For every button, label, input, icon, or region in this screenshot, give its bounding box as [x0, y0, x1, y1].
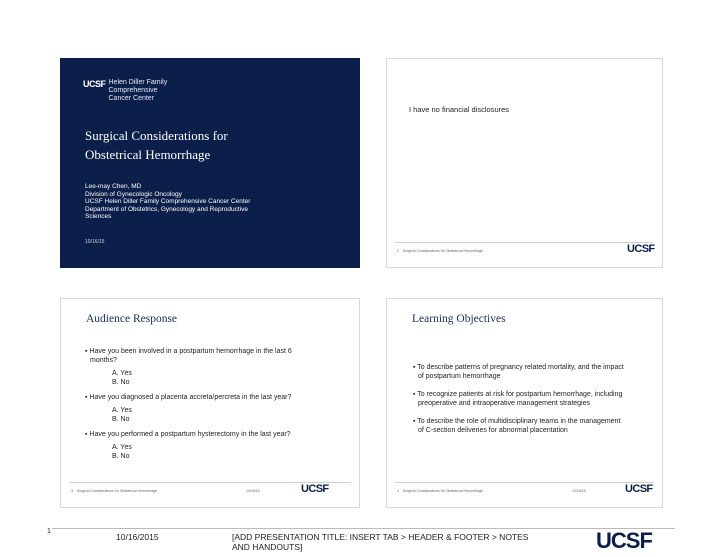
author-center: UCSF Helen Diller Family Comprehensive Cancer Center	[85, 198, 251, 206]
objective-3: ▪ To describe the role of multidisciplinary teams in the management of C-section deliveries for abnormal placentation	[413, 418, 621, 434]
ucsf-logo: UCSF	[301, 483, 329, 495]
ucsf-mini-logo: UCSF	[83, 79, 106, 89]
answer-1a: A. Yes	[112, 370, 132, 377]
center-line-2: Comprehensive	[108, 87, 158, 94]
presentation-title-placeholder: [ADD PRESENTATION TITLE: INSERT TAB > HEADER & FOOTER > NOTES AND HANDOUTS]	[232, 532, 529, 552]
ucsf-page-logo: UCSF	[596, 528, 652, 553]
slide-2-disclosures[interactable]	[386, 58, 663, 268]
slide-footer: 4 Surgical Considerations for Obstetrical Hemorrhage	[397, 489, 483, 493]
answer-1b: B. No	[112, 379, 130, 386]
author-name: Lee-may Chen, MD	[85, 183, 142, 190]
slide-3-heading: Audience Response	[86, 313, 178, 325]
objective-1: ▪ To describe patterns of pregnancy related mortality, and the impact of postpartum hemorrhage	[413, 364, 624, 380]
question-2: ▪ Have you diagnosed a placenta accreta/percreta in the last year?	[85, 394, 292, 401]
page-date: 10/16/2015	[116, 532, 159, 542]
answer-2a: A. Yes	[112, 407, 132, 414]
answer-3a: A. Yes	[112, 444, 132, 451]
slide-1-title[interactable]	[60, 58, 360, 268]
ucsf-logo: UCSF	[627, 243, 655, 255]
slide-1-heading	[85, 126, 345, 164]
slide-footer: 2 Surgical Considerations for Obstetrical Hemorrhage	[397, 249, 483, 253]
author-department-cont: Sciences	[85, 213, 112, 221]
slide-1-date: 10/16/15	[85, 239, 105, 245]
slide-footer: 3 Surgical Considerations for Obstetrical Hemorrhage	[71, 489, 157, 493]
slide-4-learning-objectives[interactable]	[386, 298, 663, 508]
page-number: 1	[47, 528, 51, 535]
heading-line-2: Obstetrical Hemorrhage	[85, 147, 211, 162]
ucsf-logo: UCSF	[625, 483, 653, 495]
question-1-cont: months?	[90, 357, 117, 364]
author-division: Division of Gynecologic Oncology	[85, 190, 182, 198]
slide-4-heading: Learning Objectives	[412, 313, 506, 325]
author-department: Department of Obstetrics, Gynecology and Reproductive	[85, 205, 248, 213]
footer-divider	[395, 242, 654, 243]
cancer-center-logo	[83, 79, 167, 103]
question-1: ▪ Have you been involved in a postpartum hemorrhage in the last 6	[85, 348, 292, 355]
question-3: ▪ Have you performed a postpartum hysterectomy in the last year?	[85, 431, 291, 438]
center-line-3: Cancer Center	[108, 95, 155, 102]
objectives-list	[413, 363, 648, 444]
slide-footer-date: 10/16/15	[246, 489, 260, 493]
disclosure-text: I have no financial disclosures	[409, 105, 510, 114]
answer-2b: B. No	[112, 416, 130, 423]
question-list	[85, 347, 335, 461]
footer-divider	[395, 482, 654, 483]
slide-3-audience-response[interactable]	[60, 298, 360, 508]
slide-footer-date: 10/16/15	[572, 489, 586, 493]
objective-2: ▪ To recognize patients at risk for postpartum hemorrhage, including preoperative and intraoperative management strategies	[413, 391, 623, 407]
heading-line-1: Surgical Considerations for	[85, 128, 228, 143]
author-block	[85, 183, 345, 221]
answer-3b: B. No	[112, 453, 130, 460]
center-line-1: Helen Diller Family	[108, 79, 168, 86]
page-footer-divider	[52, 528, 675, 529]
